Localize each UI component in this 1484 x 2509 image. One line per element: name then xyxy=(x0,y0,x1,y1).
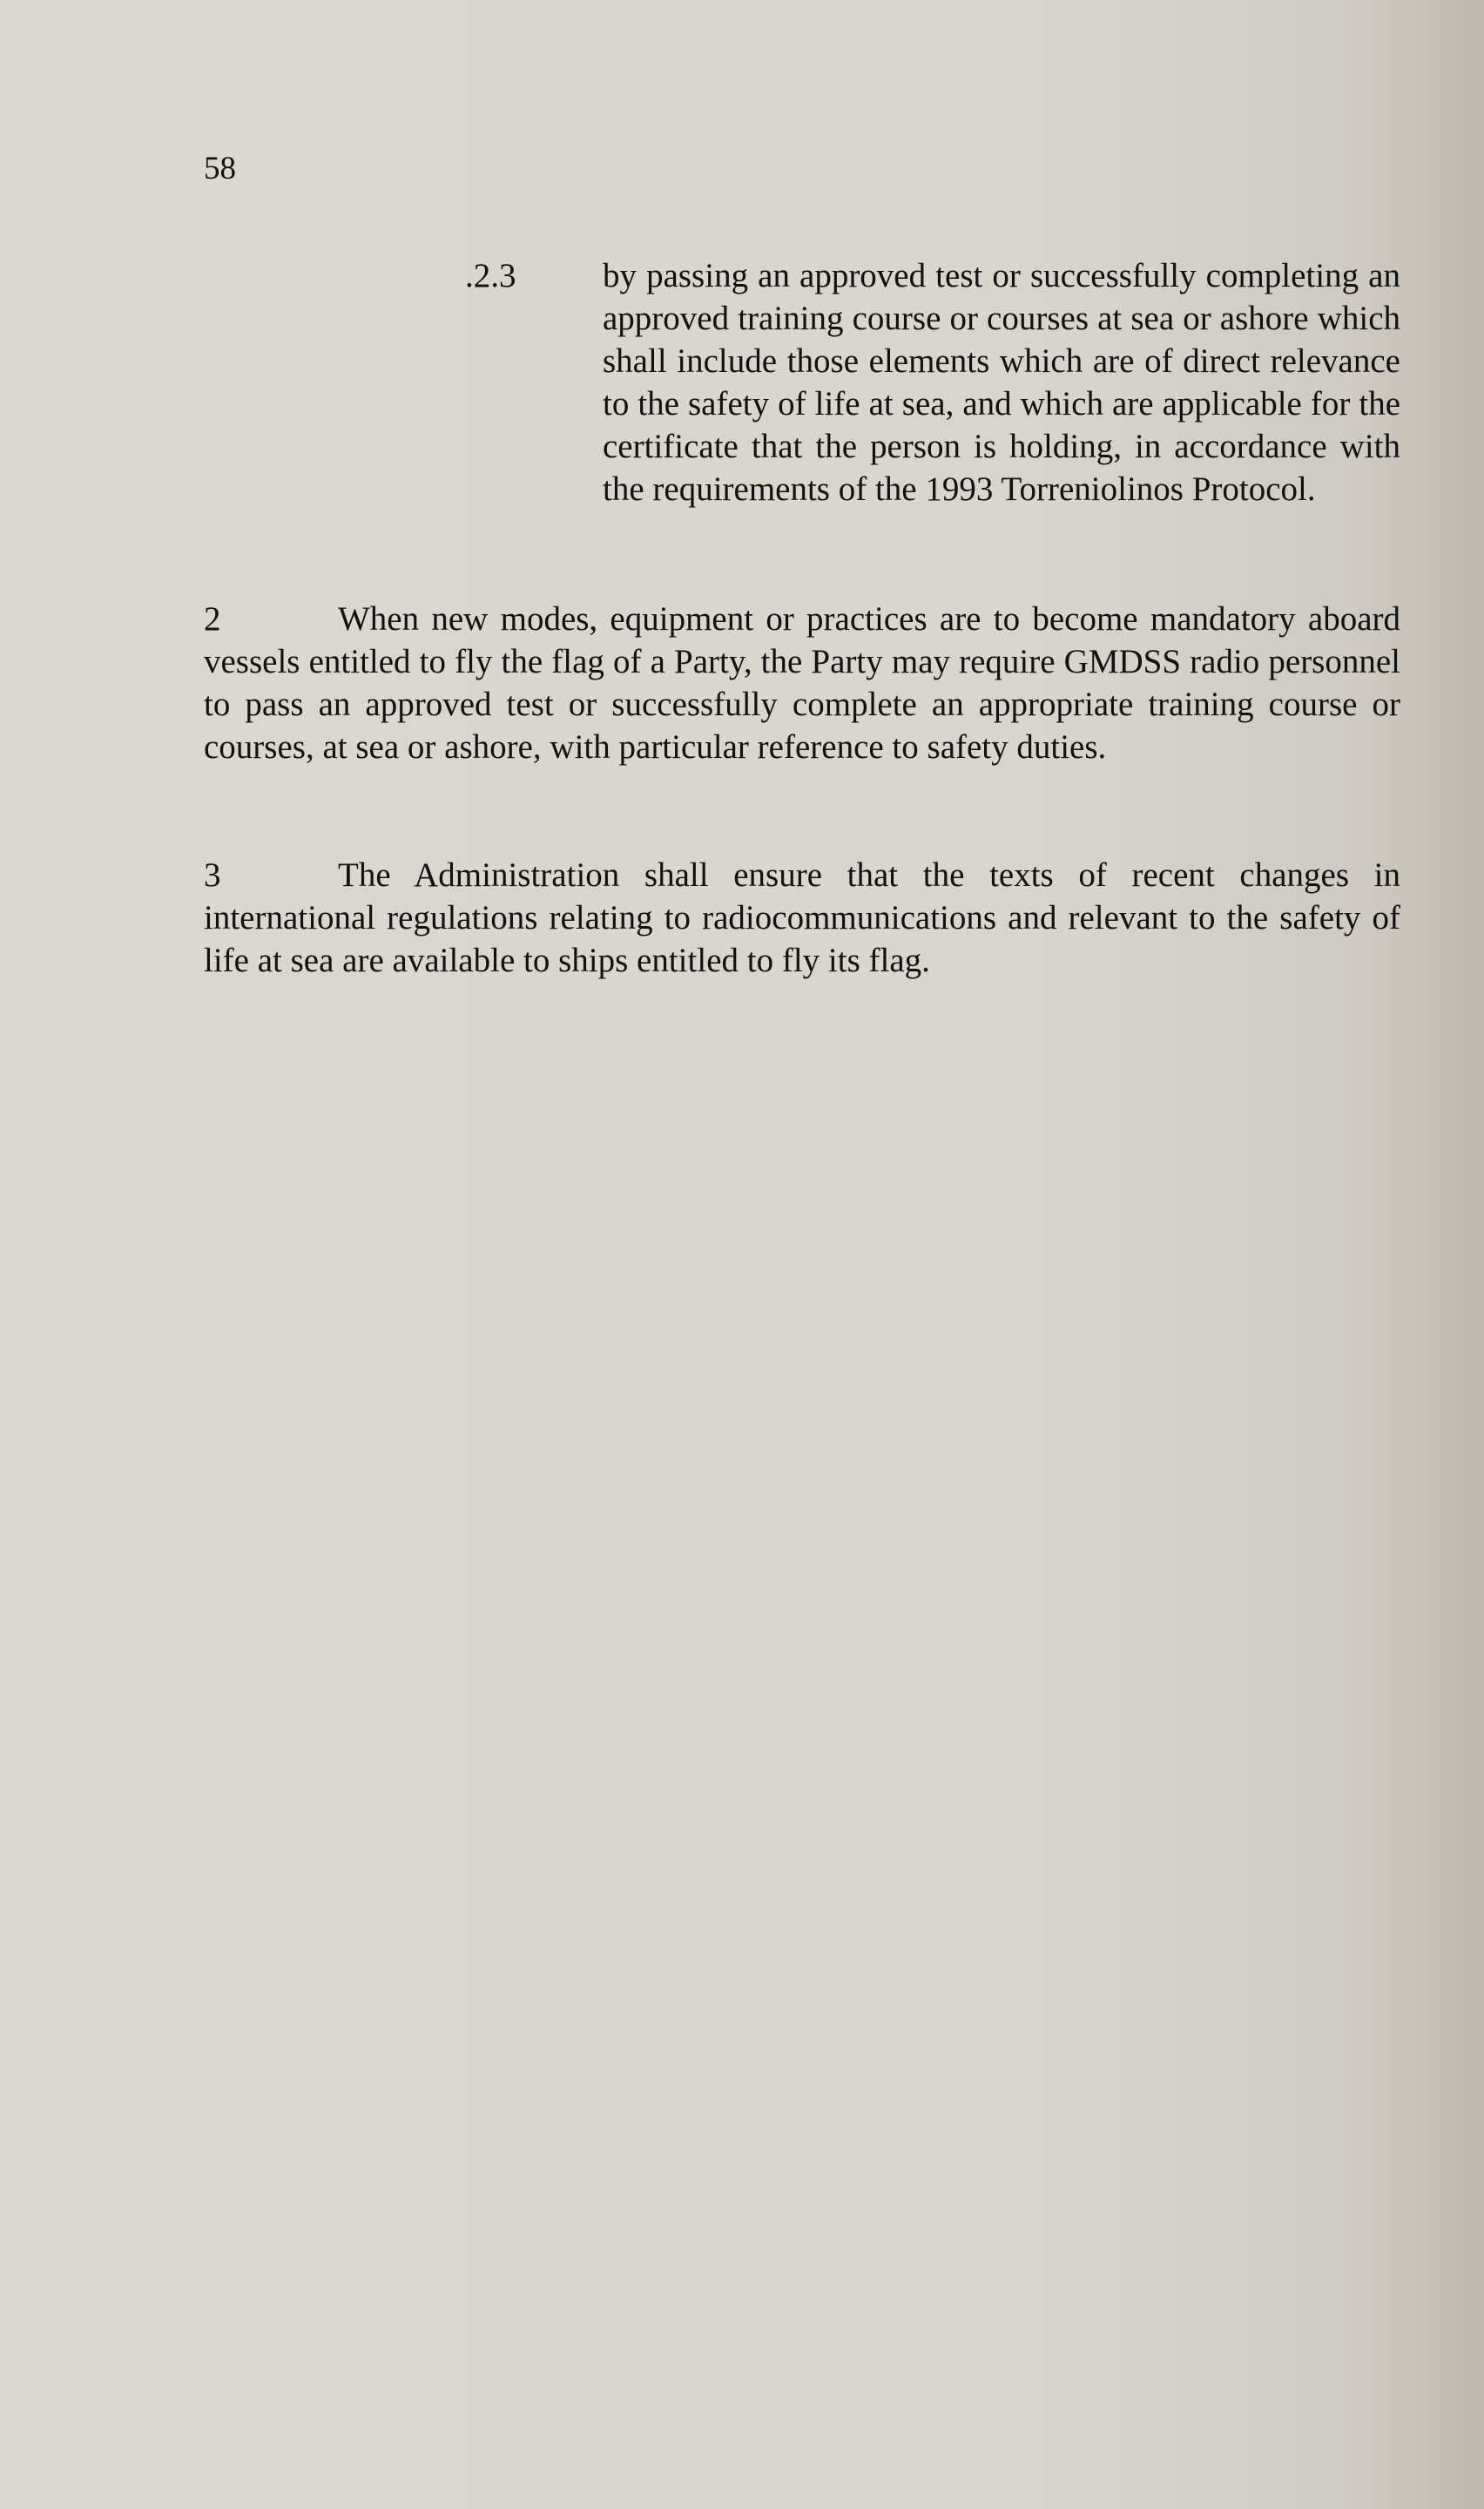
paragraph-3 xyxy=(204,854,1400,982)
paragraph-2 xyxy=(204,598,1400,768)
subitem-2-3 xyxy=(204,254,1400,558)
subitem-number: .2.3 xyxy=(465,257,516,294)
paragraph-text: The Administration shall ensure that the texts of recent changes in international regulations relating to radiocommunications and relevant to the safety of life at sea are available to ships entitled to fly its flag. xyxy=(204,856,1400,979)
subitem-text: by passing an approved test or successfully completing an approved training course or courses at sea or ashore which shall include those elements which are of direct relevance to the safety of life at sea, and which are applicable for the certificate that the person is holding, in accordance with the requirements of the 1993 Torreniolinos Protocol. xyxy=(603,257,1400,508)
paragraph-text: When new modes, equipment or practices are to become mandatory aboard vessels entitled to fly the flag of a Party, the Party may require GMDSS radio personnel to pass an approved test or successfully complete an appropriate training course or courses, at sea or ashore, with particular reference to safety duties. xyxy=(204,600,1400,766)
paragraph-number: 3 xyxy=(204,856,221,894)
page-number: 58 xyxy=(204,151,236,186)
paragraph-number: 2 xyxy=(204,600,221,638)
